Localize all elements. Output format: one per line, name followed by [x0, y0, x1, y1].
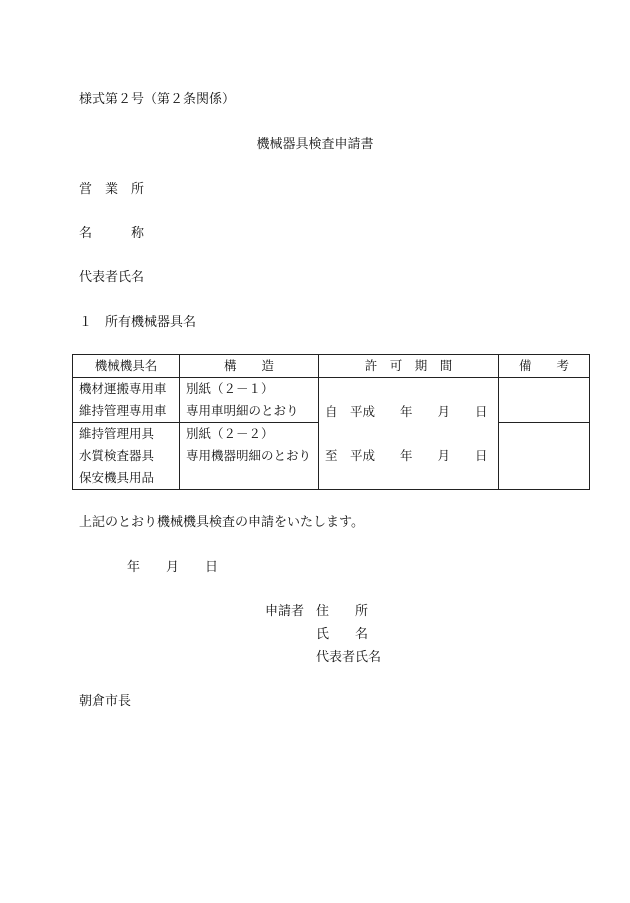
equipment-names-cell [73, 423, 180, 490]
date-line: 年 月 日 [127, 560, 219, 575]
equipment-name: 維持管理用具 [79, 426, 155, 441]
structure-note: 専用車明細のとおり [186, 403, 299, 418]
equipment-name: 機材運搬専用車 [79, 381, 167, 396]
form-number: 様式第２号（第２条関係） [79, 92, 236, 107]
equipment-name: 維持管理専用車 [79, 403, 167, 418]
section-heading: １ 所有機械器具名 [79, 315, 197, 330]
equipment-names-cell [73, 378, 180, 423]
equipment-name: 保安機具用品 [79, 470, 155, 485]
remarks-cell [499, 378, 590, 423]
field-office-label: 営 業 所 [79, 182, 145, 197]
structure-cell [180, 378, 319, 423]
table-row [73, 378, 590, 423]
field-representative-label: 代表者氏名 [79, 270, 145, 285]
period-to: 至 平成 年 月 日 [325, 447, 488, 463]
permit-period-cell [319, 378, 499, 490]
equipment-name: 水質検査器具 [79, 448, 155, 463]
header-permit-period: 許 可 期 間 [319, 355, 499, 378]
structure-note: 専用機器明細のとおり [186, 448, 312, 463]
header-remarks: 備 考 [499, 355, 590, 378]
applicant-representative-label: 代表者氏名 [316, 650, 382, 665]
addressee: 朝倉市長 [79, 694, 132, 709]
table-header-row [73, 355, 590, 378]
applicant-address-label: 住 所 [316, 604, 369, 619]
period-from: 自 平成 年 月 日 [325, 403, 488, 419]
field-name-label: 名 称 [79, 226, 145, 241]
structure-cell [180, 423, 319, 490]
statement-text: 上記のとおり機械機具検査の申請をいたします。 [79, 515, 364, 530]
equipment-table [72, 354, 590, 490]
structure-ref: 別紙（２－１） [186, 381, 274, 396]
header-structure: 構 造 [180, 355, 319, 378]
applicant-label: 申請者 [265, 604, 305, 619]
document-title: 機械器具検査申請書 [256, 137, 374, 152]
header-equipment-name: 機械機具名 [73, 355, 180, 378]
remarks-cell [499, 423, 590, 490]
applicant-name-label: 氏 名 [316, 627, 369, 642]
structure-ref: 別紙（２－２） [186, 426, 274, 441]
